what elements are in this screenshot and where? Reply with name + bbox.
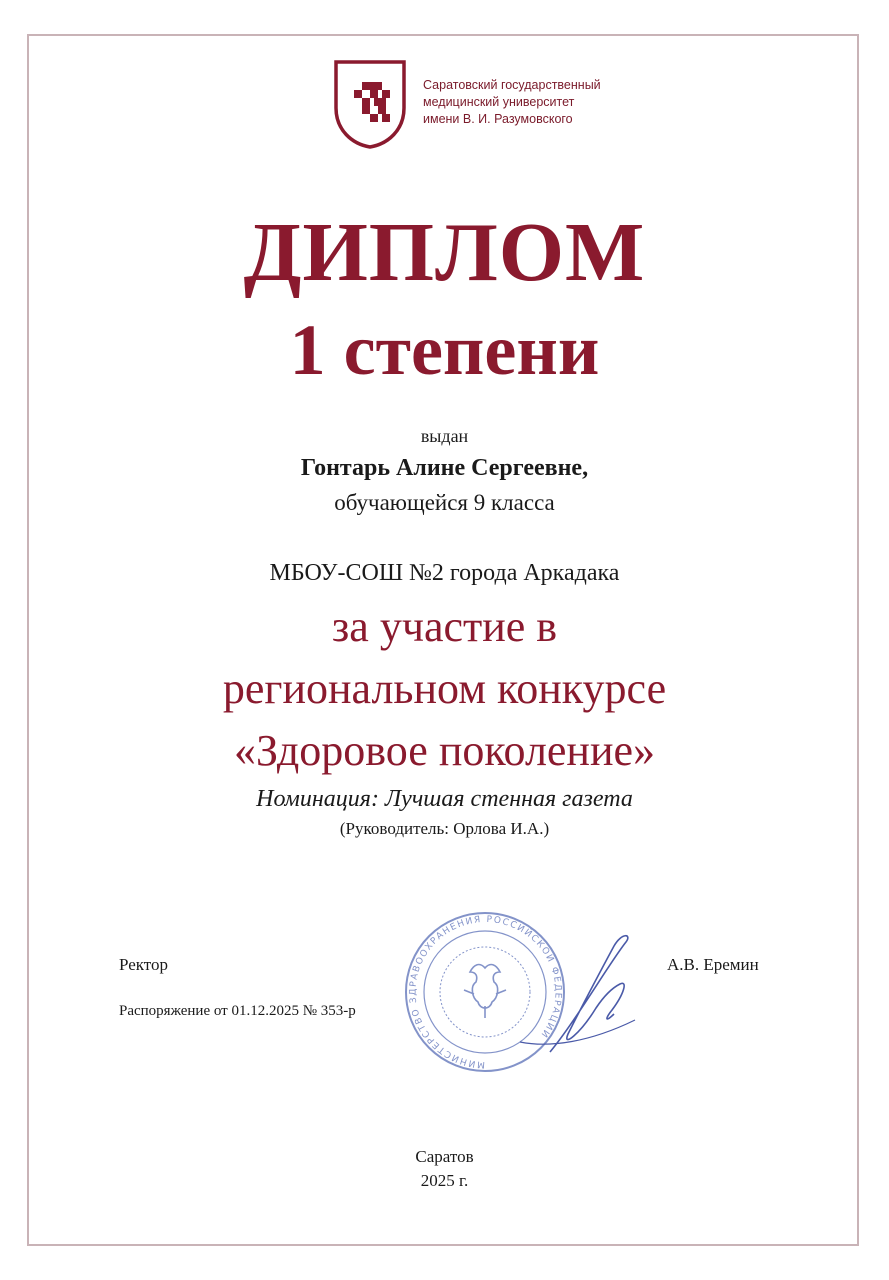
school-name: МБОУ-СОШ №2 города Аркадака xyxy=(269,560,620,586)
diploma-title: ДИПЛОМ xyxy=(243,206,646,299)
svg-text:МИНИСТЕРСТВО ЗДРАВООХРАНЕНИЯ Р xyxy=(408,915,562,1069)
purpose-line1: за участие в xyxy=(331,602,558,651)
issued-label: выдан xyxy=(420,426,469,446)
supervisor: (Руководитель: Орлова И.А.) xyxy=(339,819,550,838)
diploma-degree: 1 степени xyxy=(289,310,600,390)
official-seal-icon xyxy=(400,902,650,1072)
university-name-line1: Саратовский государственный xyxy=(423,78,601,92)
university-name xyxy=(423,77,683,128)
city: Саратов xyxy=(415,1147,474,1166)
student-info: обучающейся 9 класса xyxy=(334,490,555,515)
rector-name: А.В. Еремин xyxy=(667,955,759,974)
nomination: Номинация: Лучшая стенная газета xyxy=(256,786,633,812)
rector-label: Ректор xyxy=(119,955,169,974)
university-name-line2: медицинский университет xyxy=(423,95,575,109)
purpose-line2: региональном конкурсе xyxy=(222,664,667,713)
purpose-line3: «Здоровое поколение» xyxy=(233,726,656,775)
recipient-name: Гонтарь Алине Сергеевне, xyxy=(300,455,589,481)
order-number: Распоряжение от 01.12.2025 № 353-р xyxy=(119,1003,356,1019)
seal-text: МИНИСТЕРСТВО ЗДРАВООХРАНЕНИЯ РОССИЙСКОЙ ФЕДЕРАЦИИ xyxy=(408,914,563,1070)
year: 2025 г. xyxy=(420,1171,469,1190)
university-name-line3: имени В. И. Разумовского xyxy=(423,112,573,126)
university-shield-logo-icon xyxy=(332,58,408,150)
